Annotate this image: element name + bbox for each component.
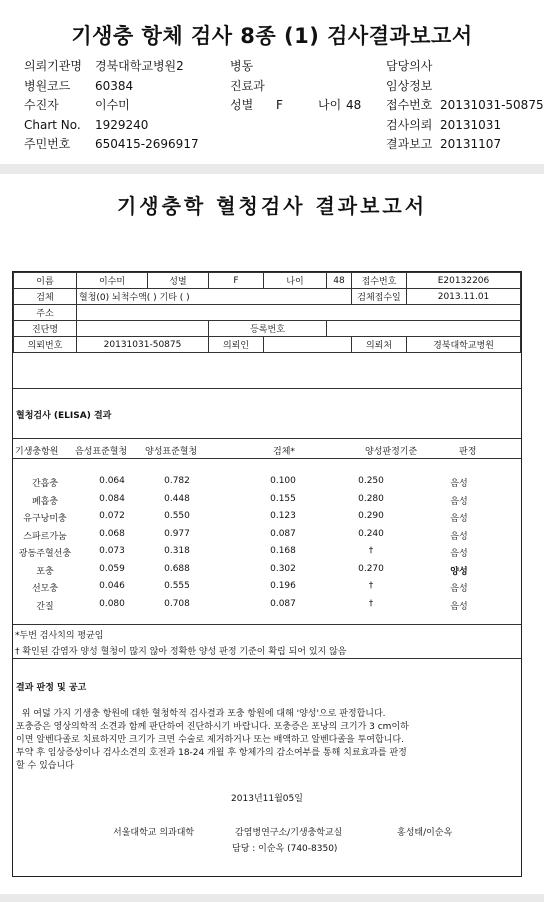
cell-neg: 0.072 [99,511,125,521]
cell-neg: 0.059 [99,563,125,574]
cell-cutoff: † [368,598,374,609]
clinical-info-label: 임상정보 [386,78,433,93]
patient-info-table [13,272,521,353]
col-cutoff: 양성판정기준 [365,447,418,457]
table-row [13,476,521,492]
table-row [13,599,521,615]
chart-no-value: 1929240 [95,117,149,132]
doctor-label: 담당의사 [386,59,433,73]
hospital-code-value: 60384 [95,78,134,93]
header-right-info [386,57,544,155]
sex-label: 성별 [148,273,209,289]
requested-to-value: 경북대학교병원 [407,337,521,353]
conclusion-line: 투약 후 임상증상이나 검사소견의 호전과 18-24 개월 후 항체가의 감소여부를 통해 치료효과를 판정 [16,748,407,758]
cell-spec: 0.302 [270,563,296,574]
col-judgement: 판정 [459,447,477,457]
receipt-no-value: 20131031-50875 [440,98,544,112]
note-cutoff: † 확인된 감염자 양성 혈청이 많지 않아 정확한 양성 판정 기준이 확립 되어 있지 않음 [15,647,347,657]
hospital-code-label: 병원코드 [24,78,71,93]
cell-cutoff: † [368,581,374,591]
cell-cutoff: 0.270 [358,563,384,574]
age-label: 나이 [318,98,342,112]
registration-value [327,321,521,337]
note-average: *두번 검사치의 평균임 [15,631,104,641]
chart-no-label: Chart No. [24,117,81,132]
table-row [13,494,521,510]
cell-spec: 0.100 [270,476,296,486]
resident-no-value: 650415-2696917 [95,137,199,151]
cell-spec: 0.087 [270,528,296,539]
conclusion-line: 위 여덟 가지 기생충 항원에 대한 혈청학적 검사결과 포충 항원에 대해 '양성'으로 판정합니다. [16,709,386,719]
cell-judge: 음성 [450,601,468,612]
elisa-section-title: 혈청검사 (ELISA) 결과 [16,411,112,421]
sex-value: F [276,98,283,112]
cell-cutoff: 0.240 [358,528,384,539]
cell-parasite: 간흡충 [31,479,59,489]
request-date-value: 20131031 [440,117,502,132]
conclusion-line: 할 수 있습니다 [16,761,74,771]
age-label: 나이 [264,273,327,289]
report-title: 기생충학 혈청검사 결과보고서 [116,194,428,218]
conclusion-title: 결과 판정 및 공고 [16,683,87,693]
divider-line [13,388,521,389]
requested-to-label: 의뢰처 [352,337,407,353]
cell-judge: 음성 [450,496,468,507]
col-negative-standard: 음성표준혈청 [75,447,128,457]
page-bottom-divider [0,894,544,902]
cell-neg: 0.073 [99,546,125,556]
conclusion-line: 이면 알벤다졸로 치료하지만 크기가 크면 수술로 제거하거나 또는 배액하고 알벤다졸을 투여합니다. [16,735,404,745]
requester-value [264,337,352,353]
page-title: 기생충 항체 검사 8종 (1) 검사결과보고서 [71,24,473,48]
col-positive-standard: 양성표준혈청 [145,447,198,457]
report-header [0,0,544,170]
cell-pos: 0.318 [164,546,190,556]
cell-parasite: 선모충 [31,584,59,594]
cell-spec: 0.155 [270,493,296,504]
cell-spec: 0.087 [270,598,296,609]
report-date-value: 20131107 [440,137,502,151]
cell-judge: 양성 [450,566,468,577]
cell-spec: 0.168 [270,546,296,556]
age-value: 48 [346,98,362,112]
cell-judge: 음성 [450,584,468,594]
cell-judge: 음성 [450,531,468,542]
signature-contact: 담당 : 이순옥 (740-8350) [232,844,338,854]
sex-label: 성별 [230,98,254,112]
registration-label: 등록번호 [209,321,327,337]
request-date-label: 검사의뢰 [386,117,433,132]
table-row [13,546,521,562]
report-date: 2013년11월05일 [231,794,303,804]
table-row [13,529,521,545]
address-label: 주소 [14,305,77,321]
header-middle-info [230,57,361,116]
cell-pos: 0.555 [164,581,190,591]
institution-label: 의뢰기관명 [24,59,82,73]
institution-value: 경북대학교병원2 [95,59,184,73]
cell-cutoff: 0.280 [358,493,384,504]
patient-label: 수진자 [24,98,59,112]
receipt-label: 접수번호 [352,273,407,289]
receipt-no-label: 접수번호 [386,98,433,112]
col-parasite: 기생충항원 [15,447,59,457]
col-specimen: 검체* [273,447,295,457]
sex-value: F [209,273,264,289]
signature-institution: 서울대학교 의과대학 [113,828,195,838]
cell-cutoff: † [368,546,374,556]
report-box [12,271,522,877]
divider-line [13,658,521,659]
scanned-report [0,174,544,894]
signature-names: 홍성태/이순옥 [397,828,453,838]
cell-neg: 0.068 [99,528,125,539]
table-row [13,581,521,597]
cell-parasite: 유구낭미충 [23,514,67,524]
name-value: 이수미 [77,273,148,289]
table-row [13,511,521,527]
age-value: 48 [327,273,352,289]
report-date-label: 결과보고 [386,137,433,151]
cell-neg: 0.064 [99,476,125,486]
address-value [77,305,521,321]
signature-department: 감염병연구소/기생충학교실 [235,828,343,838]
cell-parasite: 광동주혈선충 [18,549,72,559]
header-left-info [24,57,199,155]
ward-label: 병동 [230,59,254,73]
cell-pos: 0.708 [164,598,190,609]
cell-neg: 0.084 [99,493,125,504]
divider-line [13,438,521,439]
cell-judge: 음성 [450,514,468,524]
conclusion-text [16,708,516,773]
specimen-date-value: 2013.11.01 [407,289,521,305]
cell-pos: 0.688 [164,563,190,574]
specimen-label: 검체 [14,289,77,305]
requester-label: 의뢰인 [209,337,264,353]
cell-pos: 0.977 [164,528,190,539]
diagnosis-value [77,321,209,337]
divider-line [13,458,521,459]
cell-cutoff: 0.250 [358,476,384,486]
cell-judge: 음성 [450,549,468,559]
section-divider [0,164,544,174]
divider-line [13,624,521,625]
name-label: 이름 [14,273,77,289]
cell-parasite: 간질 [36,601,54,612]
cell-pos: 0.550 [164,511,190,521]
receipt-value: E20132206 [407,273,521,289]
cell-neg: 0.046 [99,581,125,591]
request-no-label: 의뢰번호 [14,337,77,353]
cell-neg: 0.080 [99,598,125,609]
cell-cutoff: 0.290 [358,511,384,521]
specimen-date-label: 검체접수일 [352,289,407,305]
patient-value: 이수미 [95,98,130,112]
cell-parasite: 스파르가눔 [23,531,67,542]
cell-pos: 0.782 [164,476,190,486]
request-no-value: 20131031-50875 [77,337,209,353]
cell-parasite: 폐흡충 [31,496,59,507]
conclusion-line: 포충증은 영상의학적 소견과 함께 판단하여 진단하시기 바랍니다. 포충증은 포낭의 크기가 3 cm이하 [16,722,409,732]
cell-judge: 음성 [450,479,468,489]
cell-spec: 0.123 [270,511,296,521]
department-label: 진료과 [230,78,265,93]
resident-no-label: 주민번호 [24,137,71,151]
specimen-value: 혈청(0) 뇌척수액( ) 기타 ( ) [77,289,352,305]
cell-parasite: 포충 [36,566,54,577]
diagnosis-label: 진단명 [14,321,77,337]
cell-pos: 0.448 [164,493,190,504]
table-row [13,564,521,580]
cell-spec: 0.196 [270,581,296,591]
